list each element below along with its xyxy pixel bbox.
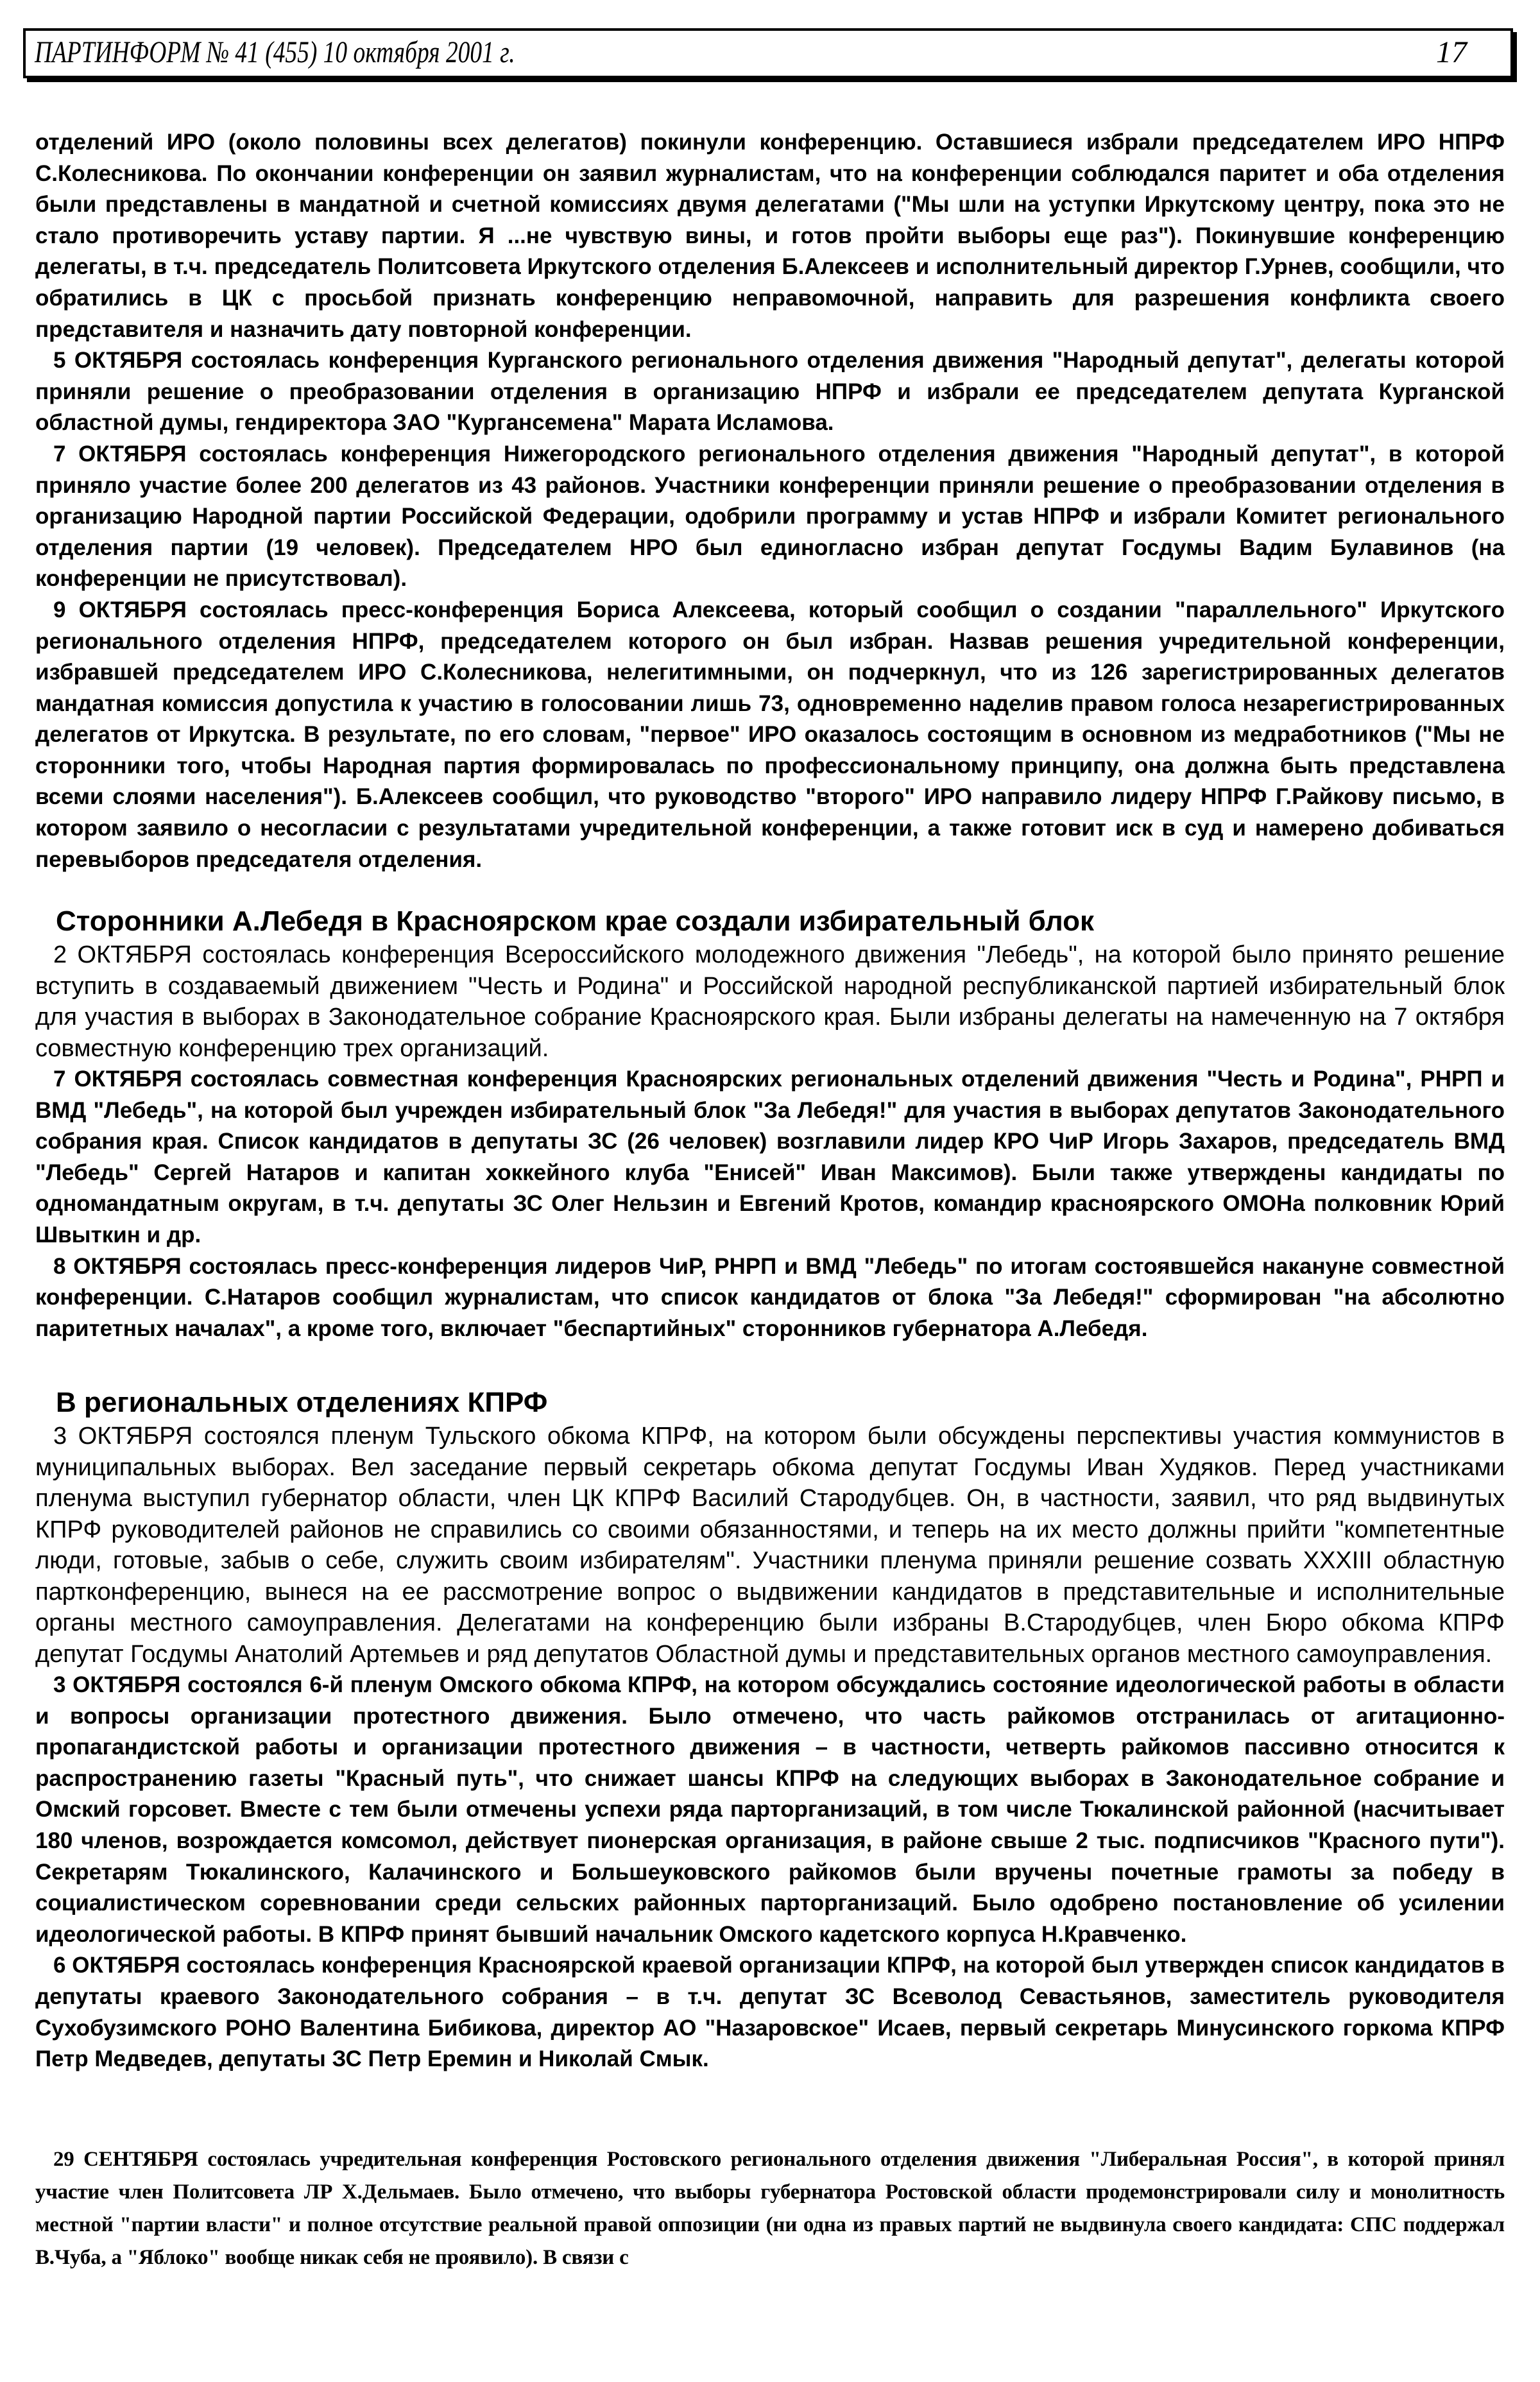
paragraph-text: состоялся 6-й пленум Омского обкома КПРФ, на котором обсуждались состояние идеологической работы в области и вопросы организации протестного движения. Было отмечено, что часть райкомов отстранилась от агитационно-пропагандистской работы и организации протестного движения – в частности, четверть райкомов пассивно относится к распространению газеты "Красный путь", что снижает шансы КПРФ на следующих выборах в Законодательное собрание и Омский горсовет. Вместе с тем были отмечены успехи ряда парторганизаций, в том числе Тюкалинской районной (насчитывает 180 членов, возрождается комсомол, действует пионерская организация, в районе свыше 2 тыс. подписчиков "Красного пути"). Секретарям Тюкалинского, Калачинского и Большеуковского райкомов были вручены почетные грамоты за победу в социалистическом соревновании среди сельских районных парторганизаций. Было одобрено постановление об усилении идеологической работы. В КПРФ принят бывший начальник Омского кадетского корпуса Н.Кравченко. <box>35 1672 1505 1947</box>
paragraph-date: 6 ОКТЯБРЯ <box>53 1953 180 1978</box>
paragraph <box>35 939 1505 1064</box>
paragraph-text: состоялась конференция Красноярской краевой организации КПРФ, на которой был утвержден список кандидатов в депутаты краевого Законодательного собрания – в т.ч. депутат ЗС Всеволод Севастьянов, заместитель руководителя Сухобузимского РОНО Валентина Бибикова, директор АО "Назаровское" Исаев, первый секретарь Минусинского горкома КПРФ Петр Медведев, депутаты ЗС Петр Еремин и Николай Смык. <box>35 1953 1505 2072</box>
section-heading: Сторонники А.Лебедя в Красноярском крае создали избирательный блок <box>56 905 1094 937</box>
paragraph-text: отделений ИРО (около половины всех делегатов) покинули конференцию. Оставшиеся избрали председателем ИРО НПРФ С.Колесникова. По окончании конференции он заявил журналистам, что на конференции соблюдался паритет и оба отделения были представлены в мандатной и счетной комиссиях двумя делегатами ("Мы шли на уступки Иркутскому центру, пока это не стало противоречить уставу партии. Я ...не чувствую вины, и готов пройти выборы еще раз"). Покинувшие конференцию делегаты, в т.ч. председатель Политсовета Иркутского отделения Б.Алексеев и исполнительный директор Г.Урнев, сообщили, что обратились в ЦК с просьбой признать конференцию неправомочной, направить для разрешения конфликта своего представителя и назначить дату повторной конференции. <box>35 130 1505 342</box>
paragraph-text: состоялась учредительная конференция Ростовского регионального отделения движения "Либеральная Россия", в которой принял участие член Политсовета ЛР Х.Дельмаев. Было отмечено, что выборы губернатора Ростовской области продемонстрировали силу и монолитность местной "партии власти" и полное отсутствие реальной правой оппозиции (ни одна из правых партий не выдвинула своего кандидата: СПС поддержал В.Чуба, а "Яблоко" вообще никак себя не проявило). В связи с <box>35 2148 1505 2269</box>
paragraph-date: 9 ОКТЯБРЯ <box>53 597 187 622</box>
article-kprf <box>35 1385 1505 2075</box>
paragraph <box>35 345 1505 439</box>
paragraph <box>35 1064 1505 1251</box>
page-header <box>23 28 1513 78</box>
section-heading: В региональных отделениях КПРФ <box>56 1387 548 1418</box>
paragraph-text: состоялась конференция Нижегородского регионального отделения движения "Народный депутат", в которой приняло участие более 200 делегатов из 43 районов. Участники конференции приняли решение о преобразовании отделения в организацию Народной партии Российской Федерации, одобрили программу и устав НПРФ и избрали Комитет регионального отделения партии (19 человек). Председателем НРО был единогласно избран депутат Госдумы Вадим Булавинов (на конференции не присутствовал). <box>35 441 1505 592</box>
publication-title: ПАРТИНФОРМ № 41 (455) 10 октября 2001 г. <box>35 35 515 69</box>
paragraph-text: состоялся пленум Тульского обкома КПРФ, на котором были обсуждены перспективы участия коммунистов в муниципальных выборах. Вел заседание первый секретарь обкома депутат Госдумы Иван Худяков. Перед участниками пленума выступил губернатор области, член ЦК КПРФ Василий Стародубцев. Он, в частности, заявил, что ряд выдвинутых КПРФ руководителей районов не справились со своими обязанностями, и теперь на их место должны прийти "компетентные люди, готовые, забыв о себе, служить своим избирателям". Участники пленума приняли решение созвать XXXIII областную партконференцию, вынеся на ее рассмотрение вопрос о выдвижении кандидатов в представительные и исполнительные органы местного самоуправления. Делегатами на конференцию были избраны В.Стародубцев, член Бюро обкома КПРФ депутат Госдумы Анатолий Артемьев и ряд депутатов Областной думы и представительных органов местного самоуправления. <box>35 1423 1505 1668</box>
paragraph <box>35 1670 1505 1950</box>
paragraph-date: 3 ОКТЯБРЯ <box>53 1423 193 1450</box>
paragraph <box>35 1950 1505 2075</box>
paragraph <box>35 595 1505 875</box>
paragraph-date: 5 ОКТЯБРЯ <box>53 348 183 373</box>
paragraph-text: состоялась конференция Курганского регионального отделения движения "Народный депутат", делегаты которой приняли решение о преобразовании отделения в организацию НПРФ и избрали ее председателем депутата Курганской областной думы, гендиректора ЗАО "Кургансемена" Марата Исламова. <box>35 348 1505 436</box>
paragraph <box>35 1421 1505 1670</box>
paragraph-date: 8 ОКТЯБРЯ <box>53 1253 182 1279</box>
article-liberal-russia <box>35 2143 1505 2274</box>
paragraph <box>35 127 1505 345</box>
paragraph <box>35 439 1505 595</box>
paragraph-date: 29 СЕНТЯБРЯ <box>53 2148 198 2171</box>
paragraph-text: состоялась конференция Всероссийского молодежного движения "Лебедь", на которой было принято решение вступить в создаваемый движением "Честь и Родина" и Российской народной республиканской партией избирательный блок для участия в выборах в Законодательное собрание Красноярского края. Были избраны делегаты на намеченную на 7 октября совместную конференцию трех организаций. <box>35 941 1505 1062</box>
paragraph-text: состоялась совместная конференция Красноярских региональных отделений движения "Честь и Родина", РНРП и ВМД "Лебедь", на которой был учрежден избирательный блок "За Лебедя!" для участия в выборах депутатов Законодательного собрания края. Список кандидатов в депутаты ЗС (26 человек) возглавили лидер КРО ЧиР Игорь Захаров, председатель ВМД "Лебедь" Сергей Натаров и капитан хоккейного клуба "Енисей" Иван Максимов). Были также утверждены кандидаты по одномандатным округам, в т.ч. депутаты ЗС Олег Нельзин и Евгений Кротов, командир красноярского ОМОНа полковник Юрий Швыткин и др. <box>35 1067 1505 1247</box>
paragraph-date: 7 ОКТЯБРЯ <box>53 1067 182 1092</box>
paragraph-text: состоялась пресс-конференция лидеров ЧиР, РНРП и ВМД "Лебедь" по итогам состоявшейся накануне совместной конференции. С.Натаров сообщил журналистам, что список кандидатов от блока "За Лебедя!" сформирован "на абсолютно паритетных началах", а кроме того, включает "беспартийных" сторонников губернатора А.Лебедя. <box>35 1253 1505 1341</box>
article-lebed <box>35 904 1505 1344</box>
paragraph-date: 7 ОКТЯБРЯ <box>53 441 187 467</box>
paragraph-date: 3 ОКТЯБРЯ <box>53 1672 181 1697</box>
paragraph <box>35 1251 1505 1345</box>
page-number: 17 <box>1436 35 1467 69</box>
paragraph <box>35 2143 1505 2274</box>
article-nprf <box>35 127 1505 875</box>
paragraph-text: состоялась пресс-конференция Бориса Алексеева, который сообщил о создании "параллельного" Иркутского регионального отделения НПРФ, председателем которого он был избран. Назвав решения учредительной конференции, избравшей председателем ИРО С.Колесникова, нелегитимными, он подчеркнул, что из 126 зарегистрированных делегатов мандатная комиссия допустила к участию в голосовании лишь 73, одновременно наделив правом голоса незарегистрированных делегатов от Иркутска. В результате, по его словам, "первое" ИРО оказалось состоящим в основном из медработников ("Мы не сторонники того, чтобы Народная партия формировалась по профессиональному принципу, она должна быть представлена всеми слоями населения"). Б.Алексеев сообщил, что руководство "второго" ИРО направило лидеру НПРФ Г.Райкову письмо, в котором заявило о несогласии с результатами учредительной конференции, а также готовит иск в суд и намерено добиваться перевыборов председателя отделения. <box>35 597 1505 872</box>
paragraph-date: 2 ОКТЯБРЯ <box>53 941 192 968</box>
